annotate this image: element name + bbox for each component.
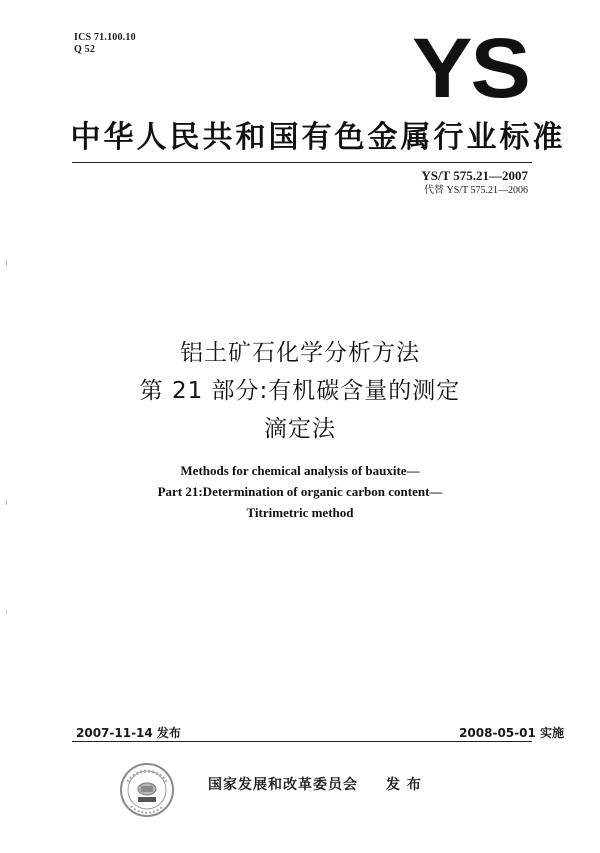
anti-counterfeit-seal xyxy=(119,762,175,818)
standard-number-block xyxy=(421,168,528,197)
title-en-line3: Titrimetric method xyxy=(246,505,354,520)
issue-date: 2007-11-14 发布 xyxy=(76,726,181,740)
title-en-line2: Part 21:Determination of organic carbon content— xyxy=(157,484,443,499)
ys-logo: YS xyxy=(412,21,529,115)
ccs-code: Q 52 xyxy=(74,44,96,55)
replaces-note: 代替 YS/T 575.21—2006 xyxy=(424,185,528,196)
scan-specks xyxy=(5,200,9,800)
standard-number: YS/T 575.21—2007 xyxy=(421,168,528,183)
ics-classification xyxy=(74,32,136,56)
issuer-name: 国家发展和改革委员会 xyxy=(208,777,358,793)
issue-word: 发 布 xyxy=(386,777,422,793)
issuer-line xyxy=(208,774,422,794)
footer-divider xyxy=(72,741,532,742)
ics-code: ICS 71.100.10 xyxy=(74,32,136,43)
title-en-line1: Methods for chemical analysis of bauxite— xyxy=(180,463,420,478)
title-cn-line3: 滴定法 xyxy=(264,416,336,442)
title-cn-line2: 第 21 部分:有机碳含量的测定 xyxy=(139,378,461,404)
implementation-date: 2008-05-01 实施 xyxy=(459,726,564,740)
title-cn-line1: 铝土矿石化学分析方法 xyxy=(180,340,420,366)
header-divider xyxy=(72,162,532,163)
standard-family-title: 中华人民共和国有色金属行业标准 xyxy=(70,120,566,155)
